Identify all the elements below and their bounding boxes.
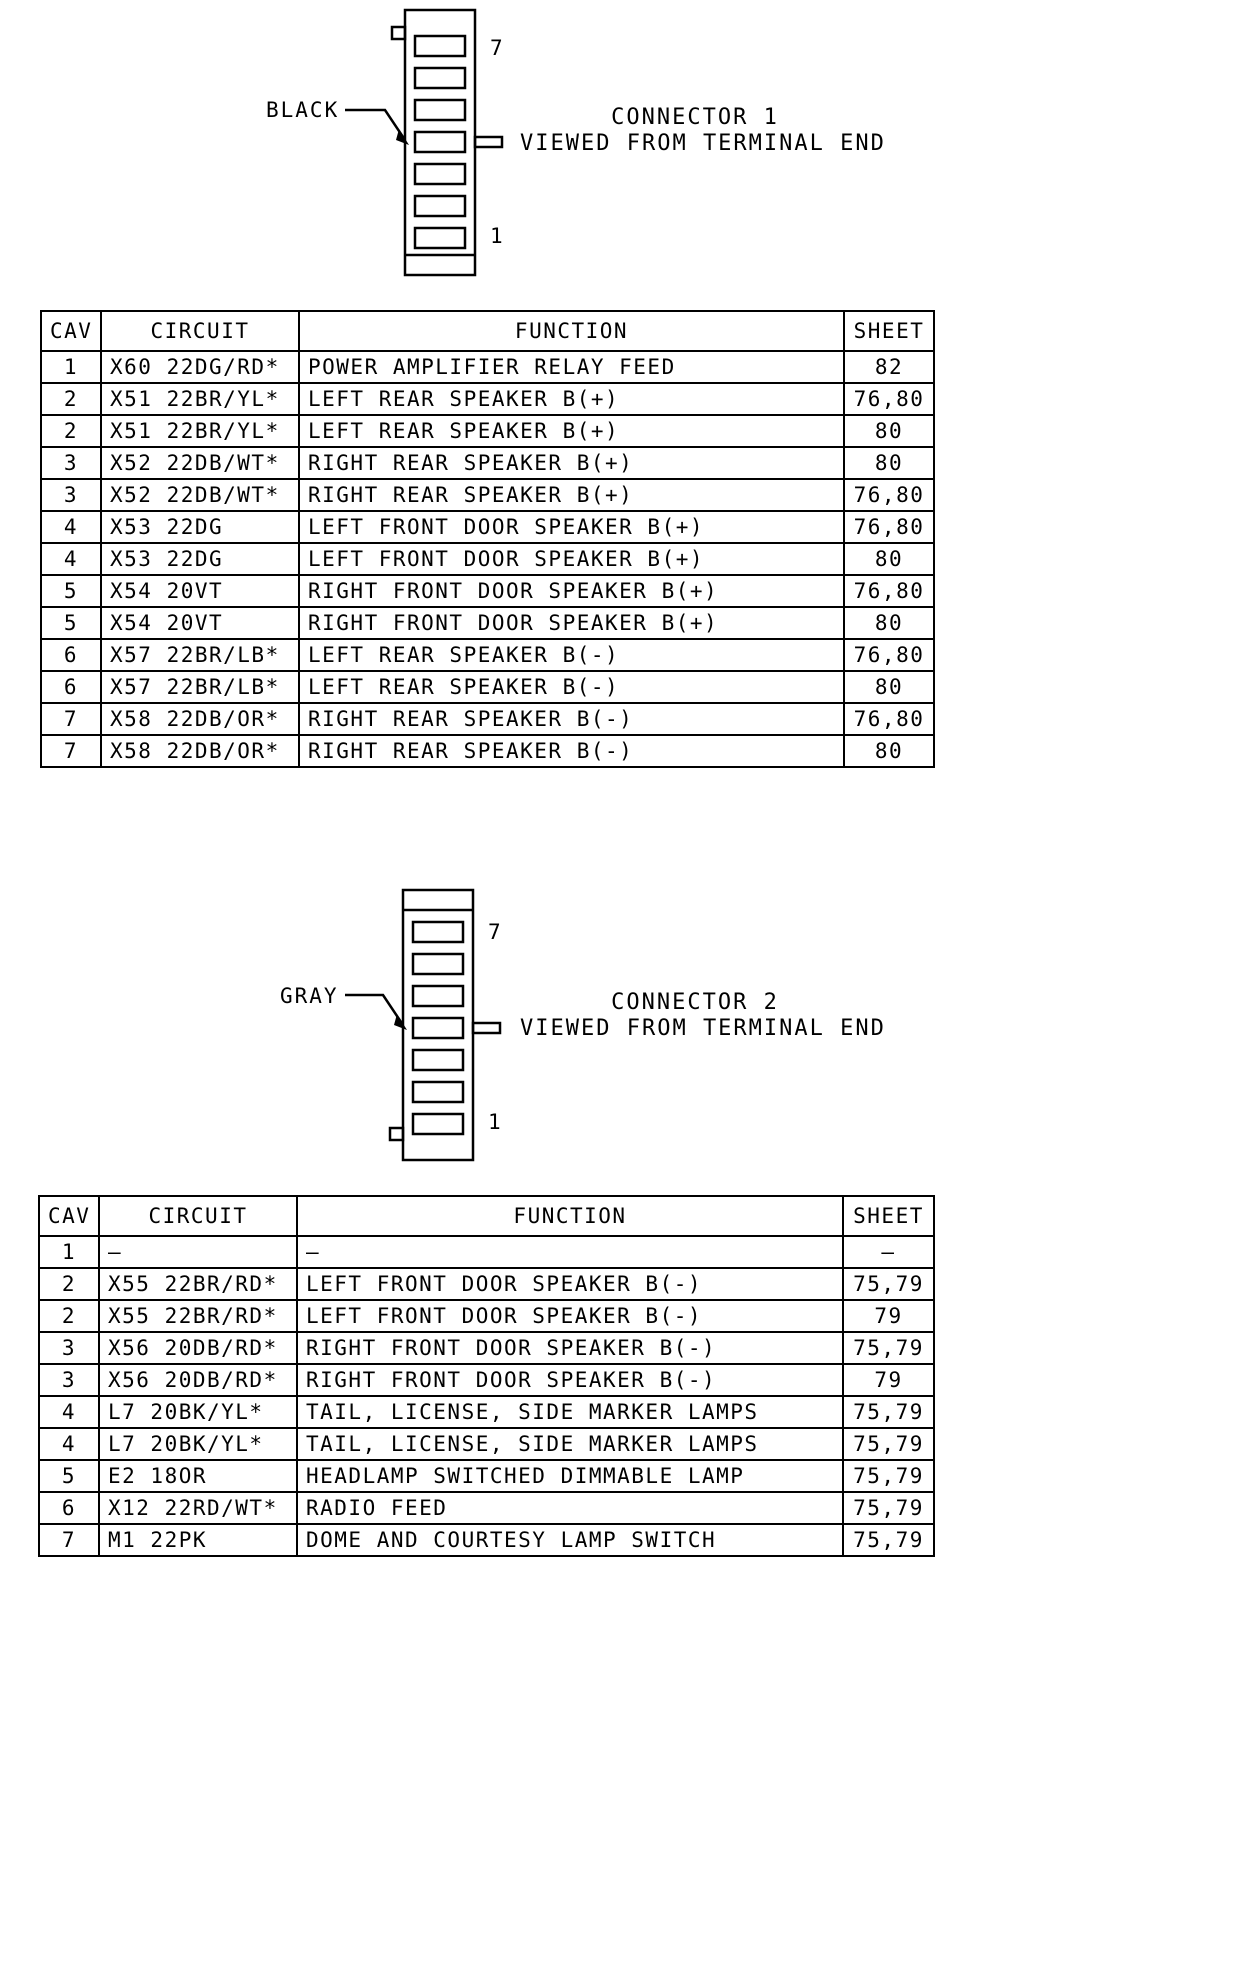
cell-sheet: 75,79 [843,1332,934,1364]
cell-function: LEFT FRONT DOOR SPEAKER B(-) [297,1268,843,1300]
cell-sheet: 80 [844,447,934,479]
connector-2-cavities [413,922,463,1134]
cell-function: RIGHT FRONT DOOR SPEAKER B(-) [297,1332,843,1364]
cell-circuit: X55 22BR/RD* [99,1300,297,1332]
cell-sheet: 76,80 [844,639,934,671]
cell-circuit: X56 20DB/RD* [99,1364,297,1396]
cell-function: LEFT REAR SPEAKER B(-) [299,671,844,703]
cell-function: RIGHT REAR SPEAKER B(-) [299,703,844,735]
connector-1-pin-table [40,310,935,768]
cell-cav: 3 [41,447,101,479]
connector-1-title: CONNECTOR 1 [611,105,779,130]
cell-sheet: 76,80 [844,479,934,511]
table-header-row [41,311,934,351]
table-row [39,1460,934,1492]
cell-cav: 4 [39,1396,99,1428]
cell-circuit: X52 22DB/WT* [101,479,299,511]
cell-cav: 7 [39,1524,99,1556]
cell-function: RIGHT FRONT DOOR SPEAKER B(+) [299,607,844,639]
table-row [39,1268,934,1300]
cell-circuit: X60 22DG/RD* [101,351,299,383]
cell-cav: 4 [39,1428,99,1460]
header-sheet: SHEET [843,1196,934,1236]
table-row [41,479,934,511]
cell-function: LEFT REAR SPEAKER B(-) [299,639,844,671]
cell-cav: 4 [41,511,101,543]
cell-cav: 6 [41,639,101,671]
header-function: FUNCTION [297,1196,843,1236]
header-circuit: CIRCUIT [101,311,299,351]
cell-cav: 5 [41,575,101,607]
cell-sheet: 80 [844,671,934,703]
cell-sheet: 79 [843,1300,934,1332]
cell-circuit: X53 22DG [101,543,299,575]
cell-circuit: M1 22PK [99,1524,297,1556]
connector-1-key [475,137,502,147]
connector-2-latch [390,1128,403,1140]
cell-cav: 5 [41,607,101,639]
connector-2-caption [520,990,886,1042]
cell-sheet: 80 [844,543,934,575]
cell-circuit: X52 22DB/WT* [101,447,299,479]
cell-sheet: 75,79 [843,1268,934,1300]
table-row [41,543,934,575]
cell-function: DOME AND COURTESY LAMP SWITCH [297,1524,843,1556]
connector-2-subtitle: VIEWED FROM TERMINAL END [520,1016,886,1041]
cell-cav: 5 [39,1460,99,1492]
header-cav: CAV [41,311,101,351]
cell-circuit: X53 22DG [101,511,299,543]
connector-2-key [473,1023,500,1033]
cell-sheet: 75,79 [843,1428,934,1460]
table-row [39,1364,934,1396]
cell-cav: 3 [39,1364,99,1396]
cell-cav: 2 [41,383,101,415]
cell-circuit: L7 20BK/YL* [99,1396,297,1428]
header-sheet: SHEET [844,311,934,351]
connector-2-color-label: GRAY [280,984,339,1008]
cell-cav: 1 [41,351,101,383]
connector-1-pin-top: 7 [490,36,505,60]
connector-2-pin-top: 7 [488,920,503,944]
connector-1-cavities [415,36,465,248]
connector-1-leader [345,110,405,140]
cell-circuit: X54 20VT [101,575,299,607]
cell-function: LEFT REAR SPEAKER B(+) [299,383,844,415]
cell-sheet: 75,79 [843,1492,934,1524]
cell-cav: 7 [41,703,101,735]
connector-1-color-label: BLACK [266,98,340,122]
table-row [41,415,934,447]
cell-function: RADIO FEED [297,1492,843,1524]
table-row [41,351,934,383]
cell-circuit: X56 20DB/RD* [99,1332,297,1364]
cell-cav: 3 [41,479,101,511]
table-row [39,1492,934,1524]
connector-1-subtitle: VIEWED FROM TERMINAL END [520,131,886,156]
cell-function: LEFT FRONT DOOR SPEAKER B(+) [299,543,844,575]
connector-2-pin-table [38,1195,935,1557]
table-row [39,1236,934,1268]
cell-circuit: X58 22DB/OR* [101,735,299,767]
table-row [39,1396,934,1428]
cell-cav: 3 [39,1332,99,1364]
table-row [41,383,934,415]
connector-2-leader [345,995,403,1025]
cell-function: HEADLAMP SWITCHED DIMMABLE LAMP [297,1460,843,1492]
cell-function: RIGHT REAR SPEAKER B(+) [299,479,844,511]
cell-function: LEFT REAR SPEAKER B(+) [299,415,844,447]
cell-sheet: 76,80 [844,383,934,415]
table-row [41,511,934,543]
connector-2-pin-bottom: 1 [488,1110,503,1134]
cell-cav: 1 [39,1236,99,1268]
cell-cav: 6 [41,671,101,703]
cell-function: TAIL, LICENSE, SIDE MARKER LAMPS [297,1396,843,1428]
cell-cav: 2 [39,1300,99,1332]
cell-sheet: 75,79 [843,1460,934,1492]
cell-circuit: L7 20BK/YL* [99,1428,297,1460]
cell-sheet: 79 [843,1364,934,1396]
header-circuit: CIRCUIT [99,1196,297,1236]
cell-circuit: X51 22BR/YL* [101,383,299,415]
connector-1-latch [392,27,405,39]
cell-circuit: X57 22BR/LB* [101,639,299,671]
header-function: FUNCTION [299,311,844,351]
cell-sheet: 75,79 [843,1524,934,1556]
cell-function: RIGHT REAR SPEAKER B(-) [299,735,844,767]
cell-circuit: X51 22BR/YL* [101,415,299,447]
cell-sheet: 76,80 [844,703,934,735]
cell-function: RIGHT REAR SPEAKER B(+) [299,447,844,479]
cell-sheet: 80 [844,415,934,447]
table-row [39,1524,934,1556]
cell-cav: 4 [41,543,101,575]
table-row [39,1300,934,1332]
table-row [41,447,934,479]
cell-circuit: E2 18OR [99,1460,297,1492]
cell-cav: 6 [39,1492,99,1524]
cell-circuit: X58 22DB/OR* [101,703,299,735]
cell-circuit: X12 22RD/WT* [99,1492,297,1524]
table-row [41,607,934,639]
table-row [41,671,934,703]
cell-sheet: 80 [844,607,934,639]
cell-sheet: 80 [844,735,934,767]
table-row [39,1332,934,1364]
cell-function: LEFT FRONT DOOR SPEAKER B(+) [299,511,844,543]
cell-circuit: X55 22BR/RD* [99,1268,297,1300]
cell-function: LEFT FRONT DOOR SPEAKER B(-) [297,1300,843,1332]
table-row [41,639,934,671]
cell-sheet: — [843,1236,934,1268]
cell-function: — [297,1236,843,1268]
connector-2-title: CONNECTOR 2 [611,990,779,1015]
table-row [41,703,934,735]
cell-function: POWER AMPLIFIER RELAY FEED [299,351,844,383]
cell-sheet: 76,80 [844,575,934,607]
connector-1-caption [520,105,886,157]
table-row [39,1428,934,1460]
cell-circuit: — [99,1236,297,1268]
cell-circuit: X57 22BR/LB* [101,671,299,703]
table-row [41,575,934,607]
cell-function: TAIL, LICENSE, SIDE MARKER LAMPS [297,1428,843,1460]
cell-sheet: 76,80 [844,511,934,543]
cell-sheet: 82 [844,351,934,383]
table-header-row [39,1196,934,1236]
cell-circuit: X54 20VT [101,607,299,639]
cell-sheet: 75,79 [843,1396,934,1428]
cell-cav: 7 [41,735,101,767]
cell-function: RIGHT FRONT DOOR SPEAKER B(+) [299,575,844,607]
connector-1-pin-bottom: 1 [490,224,505,248]
header-cav: CAV [39,1196,99,1236]
cell-cav: 2 [39,1268,99,1300]
cell-cav: 2 [41,415,101,447]
table-row [41,735,934,767]
cell-function: RIGHT FRONT DOOR SPEAKER B(-) [297,1364,843,1396]
